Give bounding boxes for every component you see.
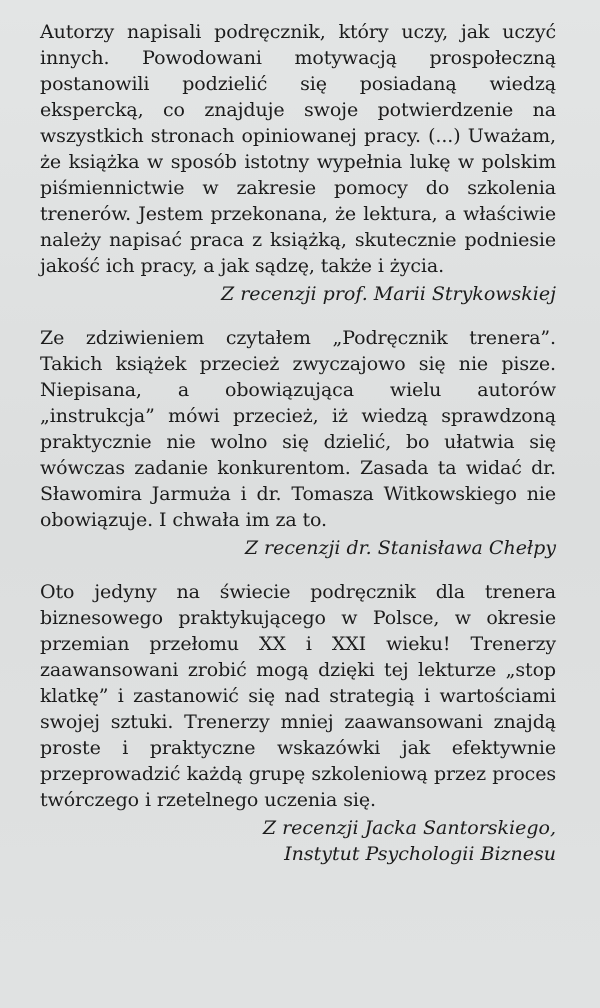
attribution-line: Z recenzji Jacka Santorskiego, [262, 817, 556, 839]
review-attribution [40, 281, 556, 307]
review-attribution [40, 815, 556, 867]
review-attribution [40, 535, 556, 561]
attribution-line: Z recenzji dr. Stanisława Chełpy [244, 537, 556, 559]
back-cover-text [40, 19, 556, 885]
review-chelpa [40, 325, 556, 561]
attribution-line: Instytut Psychologii Biznesu [284, 843, 556, 865]
review-strykowska [40, 19, 556, 307]
review-text: Ze zdziwieniem czytałem „Podręcznik trenera”. Takich książek przecież zwyczajowo się nie pisze. Niepisana, a obowiązująca wielu autorów „instrukcja” mówi przecież, iż wiedzą sprawdzoną praktycznie nie wolno się dzielić, bo ułatwia się wówczas zadanie konkurentom. Zasada ta widać dr. Sławomira Jarmuża i dr. Tomasza Witkowskiego nie obowiązuje. I chwała im za to. [40, 327, 556, 531]
review-santorski [40, 579, 556, 867]
review-text: Oto jedyny na świecie podręcznik dla trenera biznesowego praktykującego w Polsce, w okresie przemian przełomu XX i XXI wieku! Trenerzy zaawansowani zrobić mogą dzięki tej lekturze „stop klatkę” i zastanowić się nad strategią i wartościami swojej sztuki. Trenerzy mniej zaawansowani znajdą proste i praktyczne wskazówki jak efektywnie przeprowadzić każdą grupę szkoleniową przez proces twórczego i rzetelnego uczenia się. [40, 581, 556, 811]
review-text: Autorzy napisali podręcznik, który uczy, jak uczyć innych. Powodowani motywacją prospołeczną postanowili podzielić się posiadaną wiedzą ekspercką, co znajduje swoje potwierdzenie na wszystkich stronach opiniowanej pracy. (...) Uważam, że książka w sposób istotny wypełnia lukę w polskim piśmiennictwie w zakresie pomocy do szkolenia trenerów. Jestem przekonana, że lektura, a właściwie należy napisać praca z książką, skutecznie podniesie jakość ich pracy, a jak sądzę, także i życia. [40, 21, 556, 277]
attribution-line: Z recenzji prof. Marii Strykowskiej [220, 283, 556, 305]
